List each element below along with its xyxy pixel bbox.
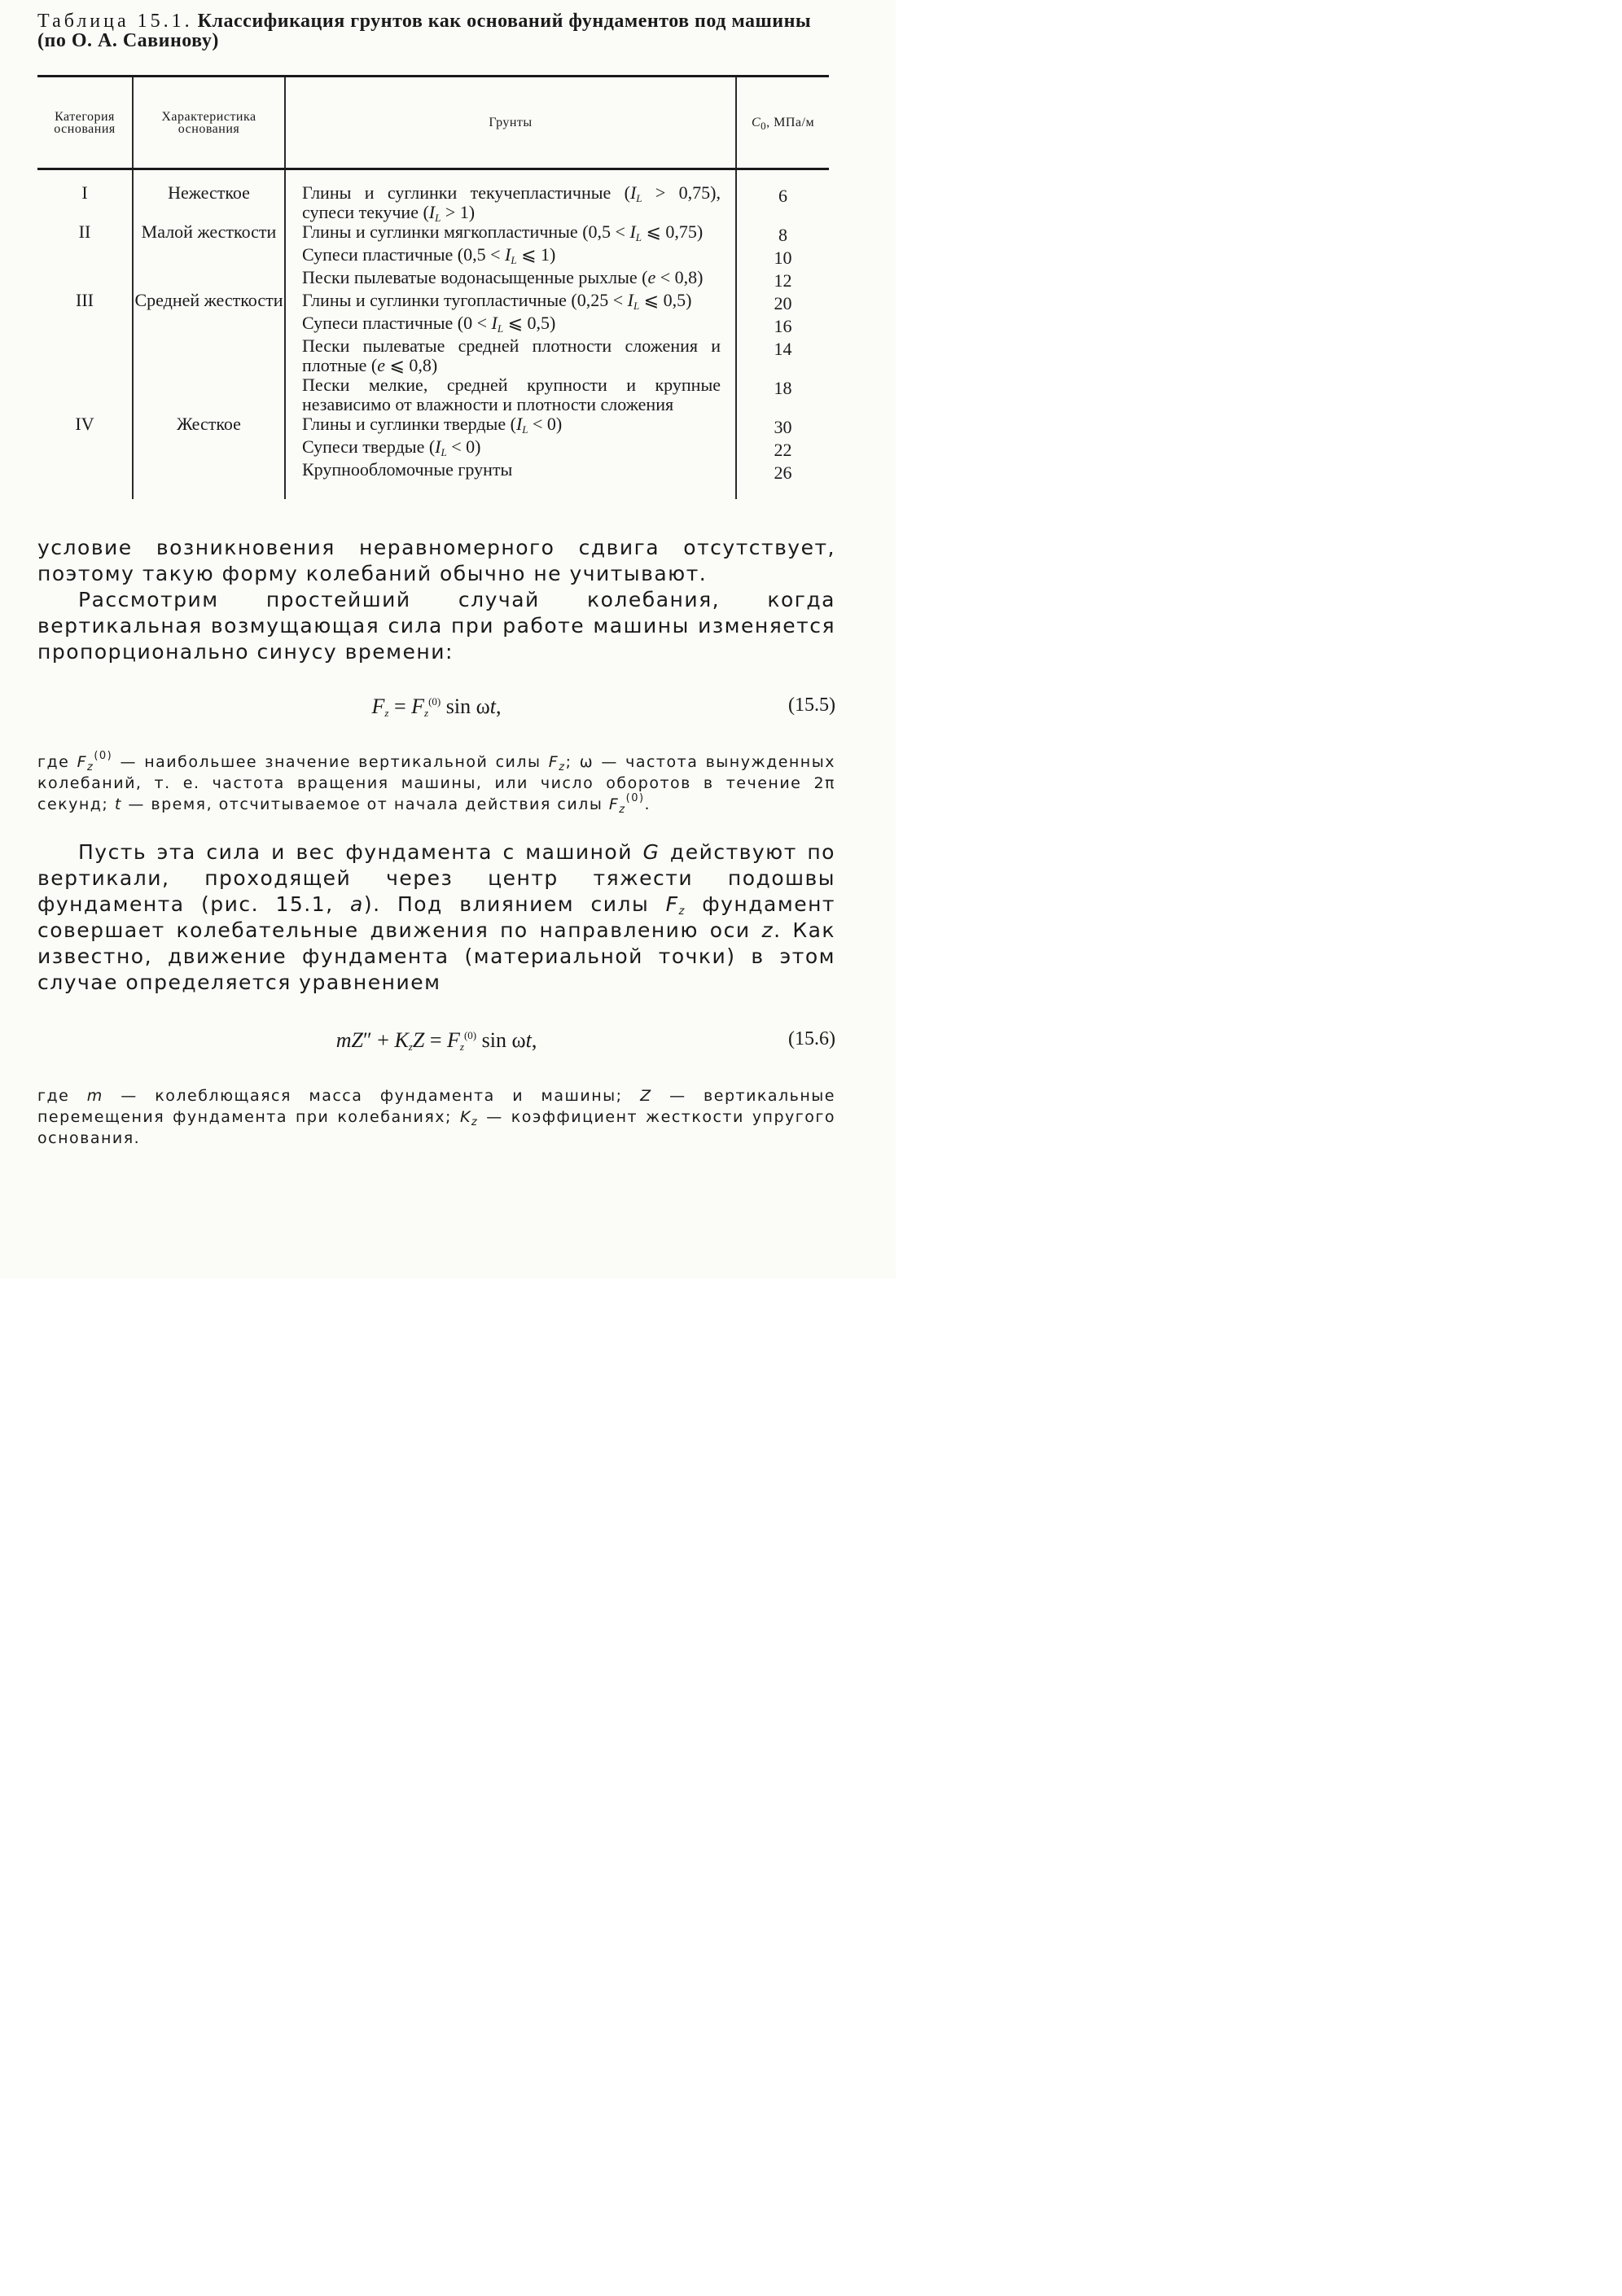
paragraph-1: условие возникновения неравномерного сдвига отсутствует, поэтому такую форму колебаний обычно не учитывают. xyxy=(37,536,835,585)
table-row xyxy=(37,245,829,268)
cell-characteristic xyxy=(133,268,285,291)
cell-characteristic xyxy=(133,313,285,336)
table-row xyxy=(37,222,829,245)
page-content xyxy=(37,11,835,1149)
paragraph-3: Пусть эта сила и вес фундамента с машиной G действуют по вертикали, проходящей через центр тяжести подошвы фундамента (рис. 15.1, а). Под влиянием силы $F_z$ фундамент совершает колебательные движения по направлению оси z. Как известно, движение фундамента (материальной точки) в этом случае определяется уравнением xyxy=(37,840,836,994)
where-note-1: где $F_z^{(0)}$ — наибольшее значение вертикальной силы $F_z$; ω — частота вынужденных колебаний, т. е. частота вращения машины, или число оборотов в течение 2π секунд; t — время, отсчитываемое от начала действия силы $F_z^{(0)}$. xyxy=(37,750,835,816)
table-body xyxy=(37,169,829,500)
cell-characteristic xyxy=(133,437,285,460)
paragraph-2: Рассмотрим простейший случай колебания, когда вертикальная возмущающая сила при работе машины изменяется пропорционально синусу времени: xyxy=(37,588,835,664)
cell-c0: 26 xyxy=(736,460,829,499)
cell-soil: Супеси твердые $(I_L < 0)$ xyxy=(285,437,736,460)
cell-soil: Супеси пластичные ($0 < I_L$ ⩽ 0,5) xyxy=(285,313,736,336)
table-row xyxy=(37,437,829,460)
cell-soil: Крупнообломочные грунты xyxy=(285,460,736,499)
table-header-row xyxy=(37,77,829,169)
cell-category: I xyxy=(81,182,88,203)
table-row xyxy=(37,268,829,291)
header-characteristic: Характеристика основания xyxy=(133,77,285,169)
header-category: Категория основания xyxy=(37,77,133,169)
cell-soil: Пески пылеватые средней плотности сложения и плотные (e ⩽ 0,8) xyxy=(285,336,736,375)
cell-soil: Глины и суглинки текучепластичные $(I_L > 0,75)$, супеси текучие $(I_L > 1)$ xyxy=(285,169,736,223)
table-row xyxy=(37,313,829,336)
cell-c0: 22 xyxy=(736,437,829,460)
cell-category xyxy=(37,437,133,460)
cell-characteristic: Жесткое xyxy=(133,414,285,437)
equation-15-5-expression: $F_z = F_z^{(0)}$ sin ωt, xyxy=(371,694,502,719)
cell-c0: 16 xyxy=(736,313,829,336)
cell-category xyxy=(37,245,133,268)
cell-category xyxy=(37,336,133,375)
soil-classification-table xyxy=(37,75,829,499)
table-row xyxy=(37,169,829,223)
cell-c0: 10 xyxy=(736,245,829,268)
cell-characteristic: Нежесткое xyxy=(133,169,285,223)
equation-15-6-expression: $mZ'' + K_zZ = F_z^{(0)}$ sin ωt, xyxy=(335,1028,537,1053)
cell-characteristic: Средней жесткости xyxy=(133,291,285,313)
cell-c0: 8 xyxy=(736,222,829,245)
cell-category xyxy=(37,460,133,499)
cell-characteristic xyxy=(133,460,285,499)
cell-soil: Глины и суглинки твердые $(I_L < 0)$ xyxy=(285,414,736,437)
equation-15-5-number: (15.5) xyxy=(788,694,835,716)
cell-characteristic xyxy=(133,245,285,268)
table-row xyxy=(37,460,829,499)
cell-soil: Пески пылеватые водонасыщенные рыхлые (e < 0,8) xyxy=(285,268,736,291)
where-note-2: где m — колеблющаяся масса фундамента и машины; Z — вертикальные перемещения фундамента при колебаниях; $K_z$ — коэффициент жесткости упругого основания. xyxy=(37,1087,835,1147)
cell-soil: Глины и суглинки тугопластичные ($0,25 < I_L$ ⩽ 0,5) xyxy=(285,291,736,313)
cell-category xyxy=(37,375,133,414)
cell-c0: 14 xyxy=(736,336,829,375)
equation-15-6 xyxy=(37,1017,835,1066)
table-caption-title: Классификация грунтов как оснований фундаментов под машины (по О. А. Савинову) xyxy=(37,11,812,51)
cell-category: III xyxy=(76,290,94,310)
cell-c0: 30 xyxy=(736,414,829,437)
cell-c0: 12 xyxy=(736,268,829,291)
header-c0: $C_0$, МПа/м xyxy=(736,77,829,169)
table-caption-label: Таблица 15.1. xyxy=(37,11,193,32)
cell-c0: 20 xyxy=(736,291,829,313)
table-row xyxy=(37,336,829,375)
cell-category xyxy=(37,268,133,291)
cell-c0: 6 xyxy=(736,169,829,223)
table-row xyxy=(37,375,829,414)
equation-15-5 xyxy=(37,683,835,732)
cell-category: IV xyxy=(75,414,94,434)
table-caption xyxy=(37,11,835,50)
equation-15-6-number: (15.6) xyxy=(788,1028,835,1049)
cell-soil: Пески мелкие, средней крупности и крупные независимо от влажности и плотности сложения xyxy=(285,375,736,414)
header-soils: Грунты xyxy=(285,77,736,169)
page xyxy=(0,0,896,1278)
cell-category: II xyxy=(78,221,91,242)
cell-characteristic xyxy=(133,336,285,375)
cell-category xyxy=(37,313,133,336)
cell-characteristic xyxy=(133,375,285,414)
table-row xyxy=(37,414,829,437)
cell-soil: Супеси пластичные ($0,5 < I_L$ ⩽ 1) xyxy=(285,245,736,268)
cell-soil: Глины и суглинки мягкопластичные ($0,5 < I_L$ ⩽ 0,75) xyxy=(285,222,736,245)
cell-c0: 18 xyxy=(736,375,829,414)
table-row xyxy=(37,291,829,313)
cell-characteristic: Малой жесткости xyxy=(133,222,285,245)
